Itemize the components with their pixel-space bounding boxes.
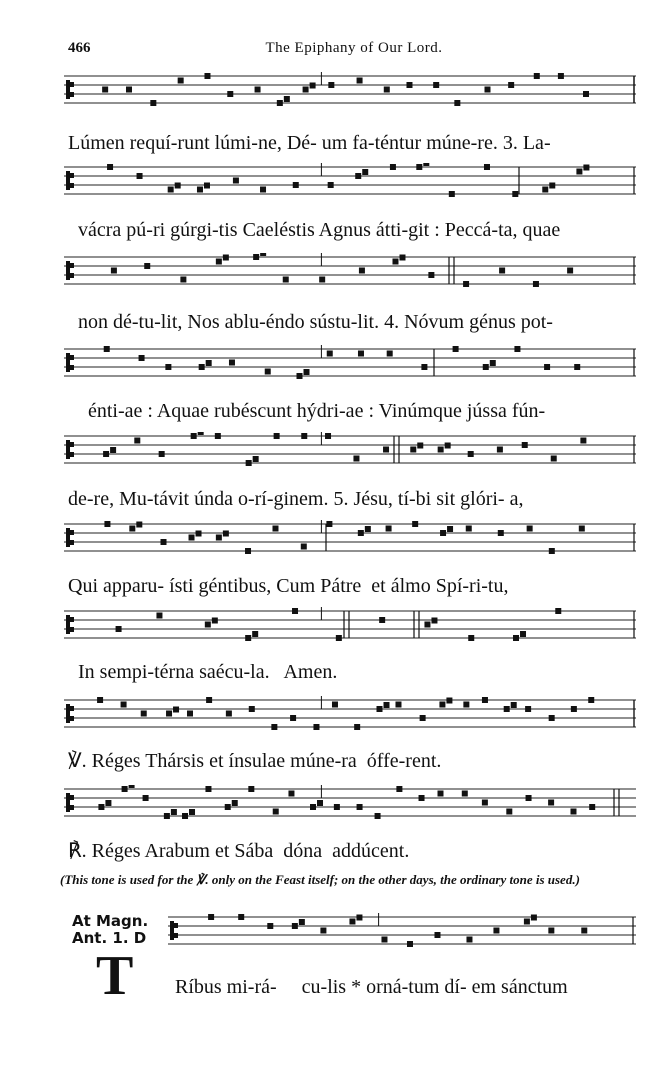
clef-icon (66, 80, 70, 99)
neume-note (223, 531, 229, 537)
neume-note (139, 355, 145, 361)
neume-note (482, 697, 488, 703)
neume-note (387, 351, 393, 357)
neume-note (463, 702, 469, 708)
neume-note (493, 928, 499, 934)
clef-icon (70, 617, 74, 622)
staff-svg (64, 520, 636, 564)
neume-note (419, 795, 425, 801)
neume-note (327, 351, 333, 357)
chant-staff-2 (64, 163, 636, 207)
neume-note (581, 928, 587, 934)
staff-svg (64, 163, 636, 207)
neume-note (485, 87, 491, 93)
clef-icon (66, 528, 70, 547)
neume-note (356, 915, 362, 921)
clef-icon (70, 706, 74, 711)
chant-staff-8 (64, 696, 636, 740)
neume-note (189, 535, 195, 541)
neume-note (249, 706, 255, 712)
neume-note (274, 433, 280, 439)
neume-note (292, 923, 298, 929)
neume-note (227, 91, 233, 97)
neume-note (416, 164, 422, 170)
neume-note (246, 460, 252, 466)
neume-note (498, 530, 504, 536)
neume-note (137, 173, 143, 179)
chant-staff-3 (64, 253, 636, 297)
neume-note (189, 809, 195, 815)
neume-note (310, 83, 316, 89)
neume-note (499, 268, 505, 274)
neume-note (277, 100, 283, 106)
neume-note (579, 526, 585, 532)
chant-staff-5 (64, 432, 636, 476)
neume-note (204, 183, 210, 189)
neume-note (549, 183, 555, 189)
lyric-line-6: Qui apparu- ísti géntibus, Cum Pátre et álmo Spí-ri-tu, (68, 575, 509, 597)
neume-note (126, 87, 132, 93)
page-title: The Epiphany of Our Lord. (265, 40, 443, 56)
clef-icon (66, 353, 70, 372)
neume-note (129, 785, 135, 788)
antiphon-label-1: At Magn. (72, 912, 149, 930)
neume-note (159, 451, 165, 457)
neume-note (438, 447, 444, 453)
neume-note (229, 360, 235, 366)
clef-icon (70, 183, 74, 188)
neume-note (290, 715, 296, 721)
neume-note (325, 433, 331, 439)
clef-icon (70, 795, 74, 800)
neume-note (223, 255, 229, 261)
clef-icon (70, 365, 74, 370)
neume-note (129, 526, 135, 532)
neume-note (358, 351, 364, 357)
neume-note (383, 447, 389, 453)
neume-note (534, 73, 540, 79)
chant-staff-4 (64, 345, 636, 389)
clef-icon (174, 923, 178, 928)
rubric-note: (This tone is used for the ℣. only on the Feast itself; on the other days, the ordinary tone is used.) (60, 872, 580, 887)
neume-note (180, 277, 186, 283)
neume-note (328, 82, 334, 88)
initial-letter: T (96, 945, 134, 1007)
neume-note (197, 187, 203, 193)
neume-note (513, 635, 519, 641)
neume-note (267, 923, 273, 929)
neume-note (332, 702, 338, 708)
neume-note (525, 706, 531, 712)
neume-note (468, 451, 474, 457)
neume-note (526, 795, 532, 801)
neume-note (136, 522, 142, 528)
neume-note (524, 919, 530, 925)
neume-note (260, 253, 266, 256)
lyric-line-2: vácra pú-ri gúrgi-tis Caeléstis Agnus átti-git : Peccá-ta, quae (68, 219, 561, 241)
neume-note (392, 259, 398, 265)
clef-icon (70, 263, 74, 268)
neume-note (423, 163, 429, 166)
antiphon-text: Ríbus mi-rá- cu-lis * orná-tum dí- em sánctum (175, 976, 568, 998)
neume-note (110, 447, 116, 453)
neume-note (187, 711, 193, 717)
neume-note (107, 164, 113, 170)
neume-note (206, 697, 212, 703)
neume-note (558, 73, 564, 79)
neume-note (365, 526, 371, 532)
neume-note (161, 539, 167, 545)
staff-svg (64, 607, 636, 651)
neume-note (384, 87, 390, 93)
clef-icon (70, 442, 74, 447)
neume-note (104, 521, 110, 527)
neume-note (143, 795, 149, 801)
neume-note (310, 804, 316, 810)
neume-note (454, 100, 460, 106)
clef-icon (70, 452, 74, 457)
neume-note (336, 635, 342, 641)
clef-icon (66, 261, 70, 280)
clef-icon (70, 82, 74, 87)
neume-note (199, 364, 205, 370)
neume-note (548, 928, 554, 934)
neume-note (512, 191, 518, 197)
neume-note (271, 724, 277, 730)
neume-note (421, 364, 427, 370)
neume-note (437, 791, 443, 797)
neume-note (226, 711, 232, 717)
clef-icon (170, 921, 174, 940)
chant-staff-9 (64, 785, 636, 829)
neume-note (111, 268, 117, 274)
neume-note (156, 613, 162, 619)
neume-note (440, 530, 446, 536)
neume-note (570, 809, 576, 815)
neume-note (445, 443, 451, 449)
neume-note (508, 82, 514, 88)
neume-note (406, 82, 412, 88)
neume-note (121, 702, 127, 708)
neume-note (514, 346, 520, 352)
neume-note (520, 631, 526, 637)
neume-note (588, 697, 594, 703)
neume-note (320, 928, 326, 934)
neume-note (407, 941, 413, 947)
neume-note (379, 617, 385, 623)
staff-svg (64, 785, 636, 829)
clef-icon (70, 92, 74, 97)
neume-note (233, 178, 239, 184)
staff-svg (64, 432, 636, 476)
clef-icon (66, 704, 70, 723)
neume-note (206, 360, 212, 366)
neume-note (303, 87, 309, 93)
neume-note (589, 804, 595, 810)
neume-note (317, 800, 323, 806)
neume-note (299, 919, 305, 925)
neume-note (574, 364, 580, 370)
neume-note (375, 813, 381, 819)
neume-note (205, 622, 211, 628)
clef-icon (70, 540, 74, 545)
neume-note (555, 608, 561, 614)
neume-note (410, 447, 416, 453)
neume-note (173, 707, 179, 713)
neume-note (216, 259, 222, 265)
neume-note (255, 87, 261, 93)
page-header (68, 40, 640, 62)
versicle-line: ℣. Réges Thársis et ínsulae múne-ra óffe-rent. (68, 750, 442, 772)
clef-icon (66, 615, 70, 634)
neume-note (165, 364, 171, 370)
neume-note (253, 254, 259, 260)
neume-note (439, 702, 445, 708)
neume-note (273, 809, 279, 815)
clef-icon (174, 933, 178, 938)
clef-icon (70, 273, 74, 278)
lyric-line-3: non dé-tu-lit, Nos ablu-éndo sústu-lit. 4. Nóvum génus pot- (68, 311, 553, 333)
neume-note (204, 73, 210, 79)
neume-note (297, 373, 303, 379)
neume-note (462, 791, 468, 797)
neume-note (252, 631, 258, 637)
neume-note (105, 800, 111, 806)
neume-note (433, 82, 439, 88)
neume-note (466, 526, 472, 532)
neume-note (283, 277, 289, 283)
neume-note (265, 369, 271, 375)
lyric-line-1: Lúmen requí-runt lúmi-ne, Dé- um fa-téntur múne-re. 3. La- (68, 132, 551, 154)
neume-note (549, 715, 555, 721)
staff-svg (168, 913, 636, 957)
neume-note (216, 535, 222, 541)
neume-note (198, 432, 204, 435)
neume-note (571, 706, 577, 712)
neume-note (533, 281, 539, 287)
chant-staff-6 (64, 520, 636, 564)
clef-icon (66, 440, 70, 459)
neume-note (141, 711, 147, 717)
neume-note (134, 438, 140, 444)
neume-note (386, 526, 392, 532)
neume-note (412, 521, 418, 527)
neume-note (182, 813, 188, 819)
neume-note (144, 263, 150, 269)
neume-note (482, 800, 488, 806)
neume-note (122, 786, 128, 792)
chant-staff-1 (64, 72, 636, 116)
neume-note (301, 544, 307, 550)
neume-note (424, 622, 430, 628)
neume-note (103, 451, 109, 457)
neume-note (434, 932, 440, 938)
page-number: 466 (68, 40, 91, 56)
clef-icon (66, 793, 70, 812)
neume-note (196, 531, 202, 537)
clef-icon (70, 627, 74, 632)
neume-note (272, 526, 278, 532)
neume-note (381, 937, 387, 943)
neume-note (102, 87, 108, 93)
clef-icon (70, 716, 74, 721)
neume-note (377, 706, 383, 712)
clef-icon (70, 805, 74, 810)
neume-note (328, 182, 334, 188)
neume-note (334, 804, 340, 810)
neume-note (580, 438, 586, 444)
neume-note (468, 635, 474, 641)
neume-note (576, 169, 582, 175)
neume-note (417, 443, 423, 449)
neume-note (292, 608, 298, 614)
neume-note (384, 702, 390, 708)
neume-note (544, 364, 550, 370)
lyric-line-5: de-re, Mu-távit únda o-rí-ginem. 5. Jésu, tí-bi sit glóri- a, (68, 488, 524, 510)
neume-note (253, 456, 259, 462)
neume-note (284, 96, 290, 102)
neume-note (245, 635, 251, 641)
neume-note (490, 360, 496, 366)
neume-note (483, 364, 489, 370)
neume-note (116, 626, 122, 632)
neume-note (150, 100, 156, 106)
neume-note (542, 187, 548, 193)
neume-note (178, 78, 184, 84)
neume-note (355, 173, 361, 179)
chant-staff-7 (64, 607, 636, 651)
neume-note (428, 272, 434, 278)
neume-note (527, 526, 533, 532)
neume-note (191, 433, 197, 439)
neume-note (446, 698, 452, 704)
neume-note (466, 937, 472, 943)
neume-note (549, 548, 555, 554)
staff-svg (64, 345, 636, 389)
neume-note (399, 255, 405, 261)
staff-svg (64, 72, 636, 116)
neume-note (531, 915, 537, 921)
neume-note (567, 268, 573, 274)
staff-svg (64, 696, 636, 740)
neume-note (104, 346, 110, 352)
neume-note (212, 618, 218, 624)
neume-note (98, 804, 104, 810)
neume-note (245, 548, 251, 554)
neume-note (358, 530, 364, 536)
clef-icon (70, 530, 74, 535)
lyric-line-4: énti-ae : Aquae rubéscunt hýdri-ae : Vinúmque jússa fún- (68, 400, 546, 422)
neume-note (511, 702, 517, 708)
neume-note (504, 706, 510, 712)
neume-note (232, 800, 238, 806)
neume-note (166, 711, 172, 717)
neume-note (164, 813, 170, 819)
neume-note (420, 715, 426, 721)
neume-note (396, 786, 402, 792)
neume-note (463, 281, 469, 287)
neume-note (260, 187, 266, 193)
neume-note (326, 521, 332, 527)
neume-note (506, 809, 512, 815)
response-line: ℟. Réges Arabum et Sába dóna addúcent. (68, 840, 410, 862)
neume-note (354, 724, 360, 730)
neume-note (288, 791, 294, 797)
neume-note (293, 182, 299, 188)
neume-note (583, 91, 589, 97)
neume-note (304, 369, 310, 375)
neume-note (431, 618, 437, 624)
neume-note (319, 277, 325, 283)
neume-note (449, 191, 455, 197)
neume-note (205, 786, 211, 792)
neume-note (313, 724, 319, 730)
neume-note (362, 169, 368, 175)
neume-note (484, 164, 490, 170)
neume-note (208, 914, 214, 920)
clef-icon (70, 355, 74, 360)
clef-icon (66, 171, 70, 190)
neume-note (238, 914, 244, 920)
neume-note (453, 346, 459, 352)
neume-note (349, 919, 355, 925)
neume-note (551, 456, 557, 462)
neume-note (522, 442, 528, 448)
neume-note (390, 164, 396, 170)
neume-note (215, 433, 221, 439)
chant-staff-10 (168, 913, 636, 957)
antiphon-label-2: Ant. 1. D (72, 929, 147, 947)
neume-note (168, 187, 174, 193)
neume-note (395, 702, 401, 708)
neume-note (548, 800, 554, 806)
neume-note (353, 456, 359, 462)
staff-svg (64, 253, 636, 297)
neume-note (301, 433, 307, 439)
neume-note (248, 786, 254, 792)
neume-note (583, 165, 589, 171)
lyric-line-7: In sempi-térna saécu-la. Amen. (68, 661, 338, 683)
neume-note (225, 804, 231, 810)
neume-note (175, 183, 181, 189)
neume-note (357, 804, 363, 810)
neume-note (359, 268, 365, 274)
neume-note (447, 526, 453, 532)
neume-note (497, 447, 503, 453)
neume-note (97, 697, 103, 703)
neume-note (357, 78, 363, 84)
neume-note (171, 809, 177, 815)
clef-icon (70, 173, 74, 178)
